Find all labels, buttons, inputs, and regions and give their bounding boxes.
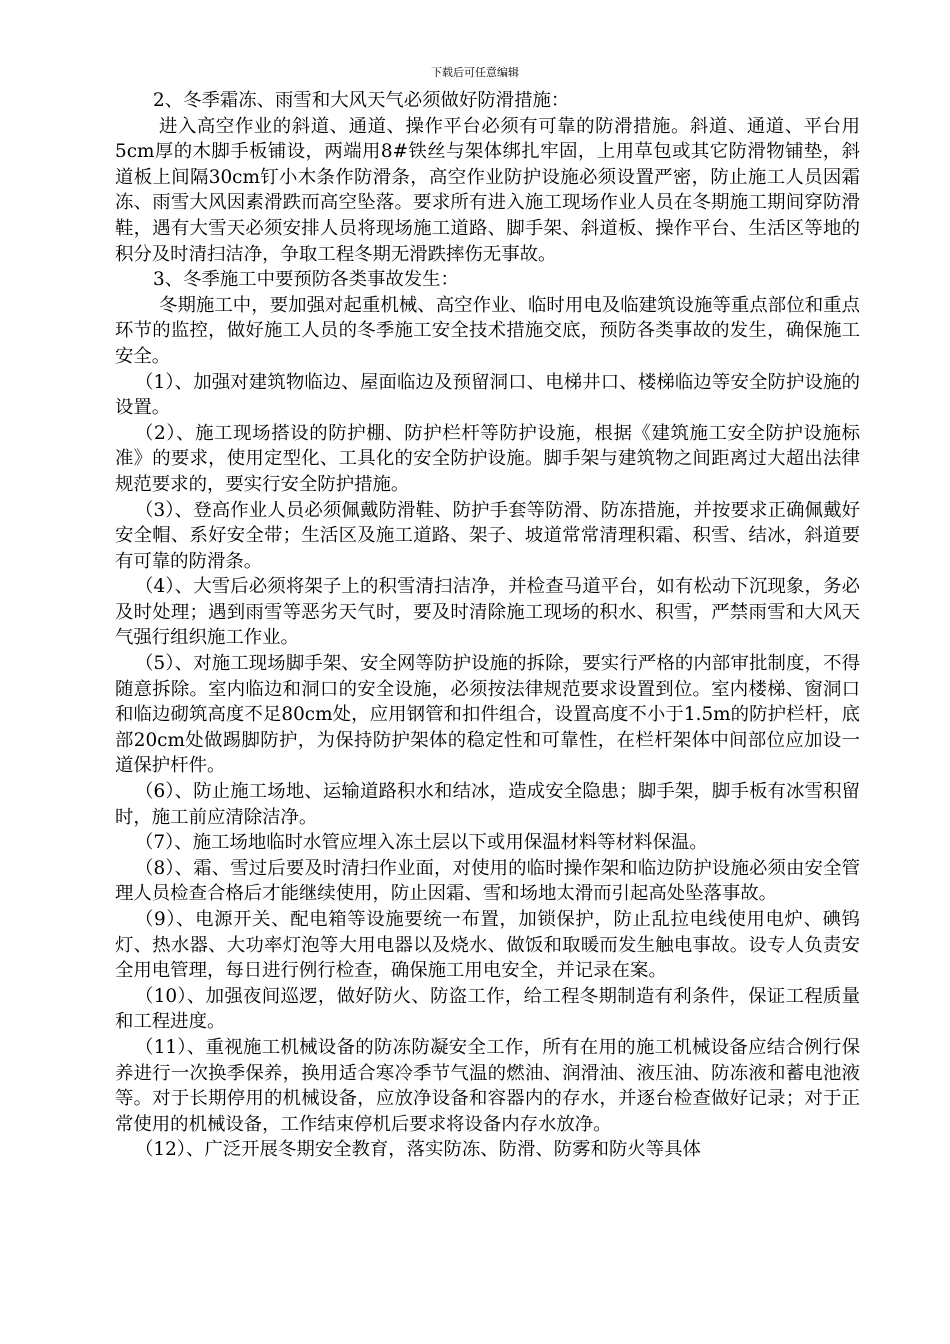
page-header-note: 下载后可任意编辑 <box>431 66 519 79</box>
list-item-9: （9）、电源开关、配电箱等设施要统一布置，加锁保护，防止乱拉电线使用电炉、碘钨灯、热水器、大功率灯泡等大用电器以及烧水、做饭和取暖而发生触电事故。设专人负责安全用电管理，每日进行例行检查，确保施工用电安全，并记录在案。 <box>115 909 860 982</box>
list-item-4: （4）、大雪后必须将架子上的积雪清扫洁净，并检查马道平台，如有松动下沉现象，务必及时处理；遇到雨雪等恶劣天气时，要及时清除施工现场的积水、积雪，严禁雨雪和大风天气强行组织施工作业。 <box>115 576 860 649</box>
list-item-3: （3）、登高作业人员必须佩戴防滑鞋、防护手套等防滑、防冻措施，并按要求正确佩戴好安全帽、系好安全带；生活区及施工道路、架子、坡道常常清理积霜、积雪、结冰，斜道要有可靠的防滑条。 <box>115 499 860 572</box>
paragraph: 进入高空作业的斜道、通道、操作平台必须有可靠的防滑措施。斜道、通道、平台用5cm厚的木脚手板铺设，两端用8#铁丝与架体绑扎牢固，上用草包或其它防滑物铺垫，斜道板上间隔30cm钉小木条作防滑条，高空作业防护设施必须设置严密，防止施工人员因霜冻、雨雪大风因素滑跌而高空坠落。要求所有进入施工现场作业人员在冬期施工期间穿防滑鞋，遇有大雪天必须安排人员将现场施工道路、脚手架、斜道板、操作平台、生活区等地的积分及时清扫洁净，争取工程冬期无滑跌摔伤无事故。 <box>115 115 860 265</box>
list-item-2: （2）、施工现场搭设的防护棚、防护栏杆等防护设施，根据《建筑施工安全防护设施标准》的要求，使用定型化、工具化的安全防护设施。脚手架与建筑物之间距离过大超出法律规范要求的，要实行安全防护措施。 <box>115 422 860 495</box>
list-item-10: （10）、加强夜间巡逻，做好防火、防盗工作，给工程冬期制造有利条件，保证工程质量和工程进度。 <box>115 985 860 1033</box>
list-item-8: （8）、霜、雪过后要及时清扫作业面，对使用的临时操作架和临边防护设施必须由安全管理人员检查合格后才能继续使用，防止因霜、雪和场地太滑而引起高处坠落事故。 <box>115 857 860 905</box>
list-item-1: （1）、加强对建筑物临边、屋面临边及预留洞口、电梯井口、楼梯临边等安全防护设施的设置。 <box>115 371 860 419</box>
list-item-11: （11）、重视施工机械设备的防冻防凝安全工作，所有在用的施工机械设备应结合例行保养进行一次换季保养，换用适合寒冷季节气温的燃油、润滑油、液压油、防冻液和蓄电池液等。对于长期停用的机械设备，应放净设备和容器内的存水，并逐台检查做好记录；对于正常使用的机械设备，工作结束停机后要求将设备内存水放净。 <box>115 1036 860 1135</box>
paragraph: 冬期施工中，要加强对起重机械、高空作业、临时用电及临建筑设施等重点部位和重点环节的监控，做好施工人员的冬季施工安全技术措施交底，预防各类事故的发生，确保施工安全。 <box>115 294 860 367</box>
list-item-12: （12）、广泛开展冬期安全教育，落实防冻、防滑、防雾和防火等具体 <box>135 1139 701 1161</box>
list-item-7: （7）、施工场地临时水管应埋入冻土层以下或用保温材料等材料保温。 <box>135 832 708 854</box>
list-item-5: （5）、对施工现场脚手架、安全网等防护设施的拆除，要实行严格的内部审批制度，不得随意拆除。室内临边和洞口的安全设施，必须按法律规范要求设置到位。室内楼梯、窗洞口和临边砌筑高度不足80cm处，应用钢管和扣件组合，设置高度不小于1.5m的防护栏杆，底部20cm处做踢脚防护，为保持防护架体的稳定性和可靠性，在栏杆架体中间部位应加设一道保护杆件。 <box>115 653 860 777</box>
section-heading-2: 2、冬季霜冻、雨雪和大风天气必须做好防滑措施： <box>153 90 570 111</box>
section-heading-3: 3、冬季施工中要预防各类事故发生： <box>153 269 459 291</box>
list-item-6: （6）、防止施工场地、运输道路积水和结冰，造成安全隐患；脚手架，脚手板有冰雪积留时，施工前应清除洁净。 <box>115 781 860 828</box>
document-body <box>115 88 860 1163</box>
